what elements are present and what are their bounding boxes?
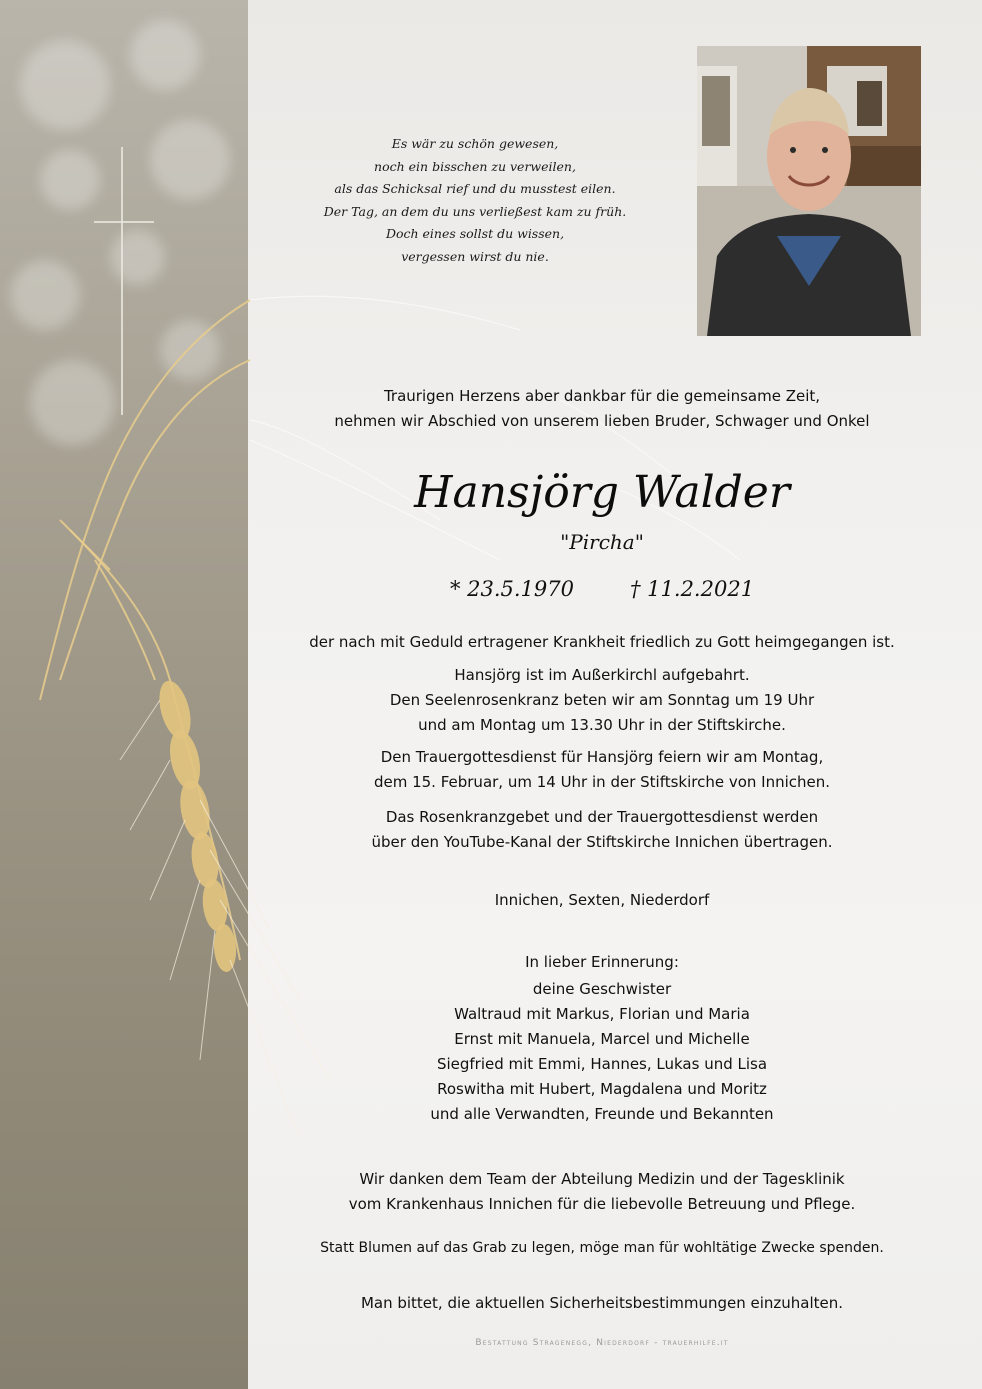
family-list [262,977,942,1127]
portrait-photo [697,46,921,336]
thanks-line: vom Krankenhaus Innichen für die liebevolle Betreuung und Pflege. [348,1195,856,1213]
funeral-line: Den Trauergottesdienst für Hansjörg feiern wir am Montag, [380,748,824,766]
broadcast-info [262,805,942,855]
intro-line: nehmen wir Abschied von unserem lieben Bruder, Schwager und Onkel [334,412,870,430]
poem-line: Es wär zu schön gewesen, [391,136,559,151]
wake-line: Hansjörg ist im Außerkirchl aufgebahrt. [454,666,750,684]
thanks [262,1167,942,1217]
wake-info [262,663,942,738]
deceased-name: Hansjörg Walder [414,467,790,518]
thanks-line: Wir danken dem Team der Abteilung Medizin und der Tagesklinik [359,1170,845,1188]
broadcast-line: über den YouTube-Kanal der Stiftskirche Innichen übertragen. [371,833,833,851]
cross-symbol [94,147,154,415]
death-date: † 11.2.2021 [630,577,755,601]
funeral-home-footer: Bestattung Stragenegg, Niederdorf - trauerhilfe.it [475,1338,729,1348]
wake-line: und am Montag um 13.30 Uhr in der Stiftskirche. [418,716,786,734]
passing-text: der nach mit Geduld ertragener Krankheit friedlich zu Gott heimgegangen ist. [309,633,895,651]
remembrance-heading: In lieber Erinnerung: [525,953,679,971]
funeral-line: dem 15. Februar, um 14 Uhr in der Stiftskirche von Innichen. [373,773,831,791]
poem-line: noch ein bisschen zu verweilen, [374,158,576,174]
poem-line: vergessen wirst du nie. [401,248,549,264]
funeral-info [262,745,942,795]
family-line: Waltraud mit Markus, Florian und Maria [454,1005,750,1023]
intro-line: Traurigen Herzens aber dankbar für die gemeinsame Zeit, [383,387,821,405]
family-line: Roswitha mit Hubert, Magdalena und Moritz [437,1080,767,1098]
wake-line: Den Seelenrosenkranz beten wir am Sonntag um 19 Uhr [389,691,815,709]
memorial-poem [270,133,680,269]
deceased-nickname: "Pircha" [560,530,644,554]
poem-line: Der Tag, an dem du uns verließest kam zu früh. [323,203,627,219]
flowers-note-text: Statt Blumen auf das Grab zu legen, möge man für wohltätige Zwecke spenden. [320,1240,884,1256]
safety-note [262,1291,942,1316]
poem-line: als das Schicksal rief und du musstest eilen. [334,181,616,197]
flowers-note [262,1236,942,1261]
broadcast-line: Das Rosenkranzgebet und der Trauergottesdienst werden [385,808,819,826]
remembrance [262,950,942,975]
birth-date: * 23.5.1970 [449,577,574,601]
safety-note-text: Man bittet, die aktuellen Sicherheitsbestimmungen einzuhalten. [360,1294,844,1312]
intro-text [262,384,942,434]
life-dates [262,574,942,604]
poem-line: Doch eines sollst du wissen, [385,226,565,242]
portrait-illustration [697,46,921,336]
family-line: Siegfried mit Emmi, Hannes, Lukas und Lisa [436,1055,768,1073]
passing-line [262,630,942,655]
family-line: Ernst mit Manuela, Marcel und Michelle [454,1030,750,1048]
family-line: deine Geschwister [532,980,672,998]
places [262,888,942,913]
family-line: und alle Verwandten, Freunde und Bekannten [430,1105,774,1123]
places-text: Innichen, Sexten, Niederdorf [494,891,710,909]
